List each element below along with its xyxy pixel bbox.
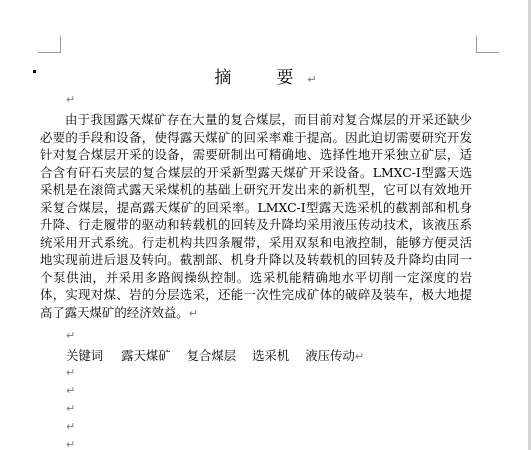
paragraph-mark-icon: ↵ bbox=[66, 438, 76, 450]
paragraph-mark-icon: ↵ bbox=[307, 73, 317, 86]
abstract-paragraph[interactable] bbox=[40, 111, 472, 322]
keyword: 选采机 bbox=[252, 348, 290, 363]
paragraph-mark-icon: ↵ bbox=[66, 402, 76, 415]
keywords-label: 关键词 bbox=[66, 348, 104, 363]
paragraph-mark-icon: ↵ bbox=[66, 420, 76, 433]
paragraph-mark-icon: ↵ bbox=[354, 350, 365, 363]
paragraph-mark-icon: ↵ bbox=[66, 384, 76, 397]
keywords-line[interactable] bbox=[66, 346, 364, 364]
title-text: 摘 要 bbox=[214, 68, 308, 88]
abstract-text: 由于我国露天煤矿存在大量的复合煤层，而目前对复合煤层的开采还缺少必要的手段和设备，使得露天煤矿的回采率难于提高。因此迫切需要研究开发针对复合煤层开采的设备，需要研制出可精确地、选择性地开采独立矿层，适合含有矸石夹层的复合煤层的开采新型露天煤矿开采设备。LMXC-I型露天选采机是在滚筒式露天采煤机的基础上研究开发出来的新机型，它可以有效地开采复合煤层，提高露天煤矿的回采率。LMXC-I型露天选采机的截割部和机身升降、行走履带的驱动和转载机的回转及升降均采用液压传动技术，该液压系统采用开式系统。行走机构共四条履带，采用双泵和电液控制，能够方便灵活地实现前进后退及转向。截割部、机身升降以及转载机的回转及升降均由同一个泵供油，并采用多路阀操纵控制。选采机能精确地水平切削一定深度的岩体，实现对煤、岩的分层选采，还能一次性完成矿体的破碎及装车，极大地提高了露天煤矿的经济效益。 bbox=[40, 112, 472, 320]
crop-mark-top-left bbox=[38, 36, 61, 53]
paragraph-mark-icon: ↵ bbox=[66, 93, 76, 106]
keyword: 复合煤层 bbox=[186, 348, 237, 363]
paragraph-mark-icon: ↵ bbox=[66, 366, 76, 379]
paragraph-mark-icon: ↵ bbox=[66, 329, 76, 342]
keyword: 液压传动 bbox=[305, 348, 355, 363]
keyword: 露天煤矿 bbox=[121, 348, 171, 363]
paragraph-mark-icon: ↵ bbox=[188, 306, 198, 320]
document-title[interactable] bbox=[0, 63, 531, 88]
crop-mark-top-right bbox=[476, 36, 499, 53]
